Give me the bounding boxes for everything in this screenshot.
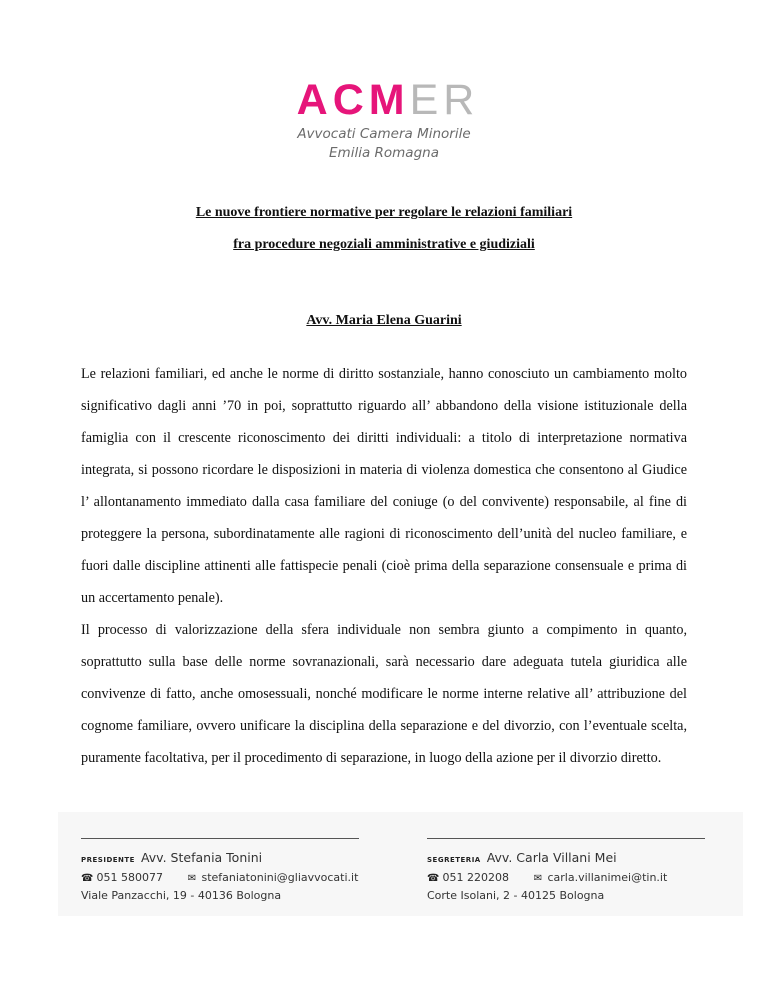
footer-phone: 051 580077 <box>96 871 163 884</box>
logo-subtitle-line1: Avvocati Camera Minorile <box>297 126 471 142</box>
logo-mark <box>8 78 768 122</box>
paragraph-2: Il processo di valorizzazione della sfera individuale non sembra giunto a compimento in quanto, soprattutto sulla base delle norme sovranazionali, sarà necessario dare adeguata tutela giuridica alle convivenze di fatto, anche omosessuali, nonché modificare le norme interne relative all’ attribuzione del cognome familiare, ovvero unificare la disciplina della separazione e del divorzio, con l’eventuale scelta, puramente facoltativa, per il procedimento di separazione, in luogo della azione per il divorzio diretto. <box>81 622 687 766</box>
footer-email: carla.villanimei@tin.it <box>547 871 668 884</box>
footer-contact-secretary <box>427 838 705 904</box>
footer-phone: 051 220208 <box>442 871 509 884</box>
document-title-line1: Le nuove frontiere normative per regolare le relazioni familiari <box>195 205 573 220</box>
footer-email: stefaniatonini@gliavvocati.it <box>201 871 359 884</box>
envelope-icon: ✉ <box>187 873 197 884</box>
phone-icon: ☎ <box>81 873 94 884</box>
document-body <box>81 358 687 774</box>
footer-name: Avv. Carla Villani Mei <box>486 850 617 865</box>
envelope-icon: ✉ <box>533 873 543 884</box>
footer-role: PRESIDENTE <box>81 856 135 864</box>
logo <box>0 78 768 163</box>
footer-address: Viale Panzacchi, 19 - 40136 Bologna <box>81 889 282 902</box>
document-title-line2: fra procedure negoziali amministrative e giudiziali <box>233 237 535 252</box>
letterhead-footer <box>58 812 743 916</box>
paragraph-1: Le relazioni familiari, ed anche le norme di diritto sostanziale, hanno conosciuto un cambiamento molto significativo dagli anni ’70 in poi, soprattutto riguardo all’ abbandono della visione istituzionale della famiglia con il crescente riconoscimento dei diritti individuali: a titolo di interpretazione normativa integrata, si possono ricordare le disposizioni in materia di violenza domestica che consentono al Giudice l’ allontanamento immediato dalla casa familiare del coniuge (o del convivente) responsabile, al fine di proteggere la persona, subordinatamente alle ragioni di riconoscimento dell’unità del nucleo familiare, e fuori dalle discipline attinenti alle fattispecie penali (cioè prima della separazione consensuale e prima di un accertamento penale). <box>81 366 687 606</box>
logo-mark-acm: ACM <box>296 76 410 124</box>
footer-name: Avv. Stefania Tonini <box>140 850 263 865</box>
document-author: Avv. Maria Elena Guarini <box>306 313 462 328</box>
footer-contact-president <box>81 838 359 904</box>
footer-address: Corte Isolani, 2 - 40125 Bologna <box>427 889 605 902</box>
footer-role: SEGRETERIA <box>427 856 481 864</box>
logo-mark-er: ER <box>409 76 480 124</box>
phone-icon: ☎ <box>427 873 440 884</box>
logo-subtitle-line2: Emilia Romagna <box>329 145 439 161</box>
